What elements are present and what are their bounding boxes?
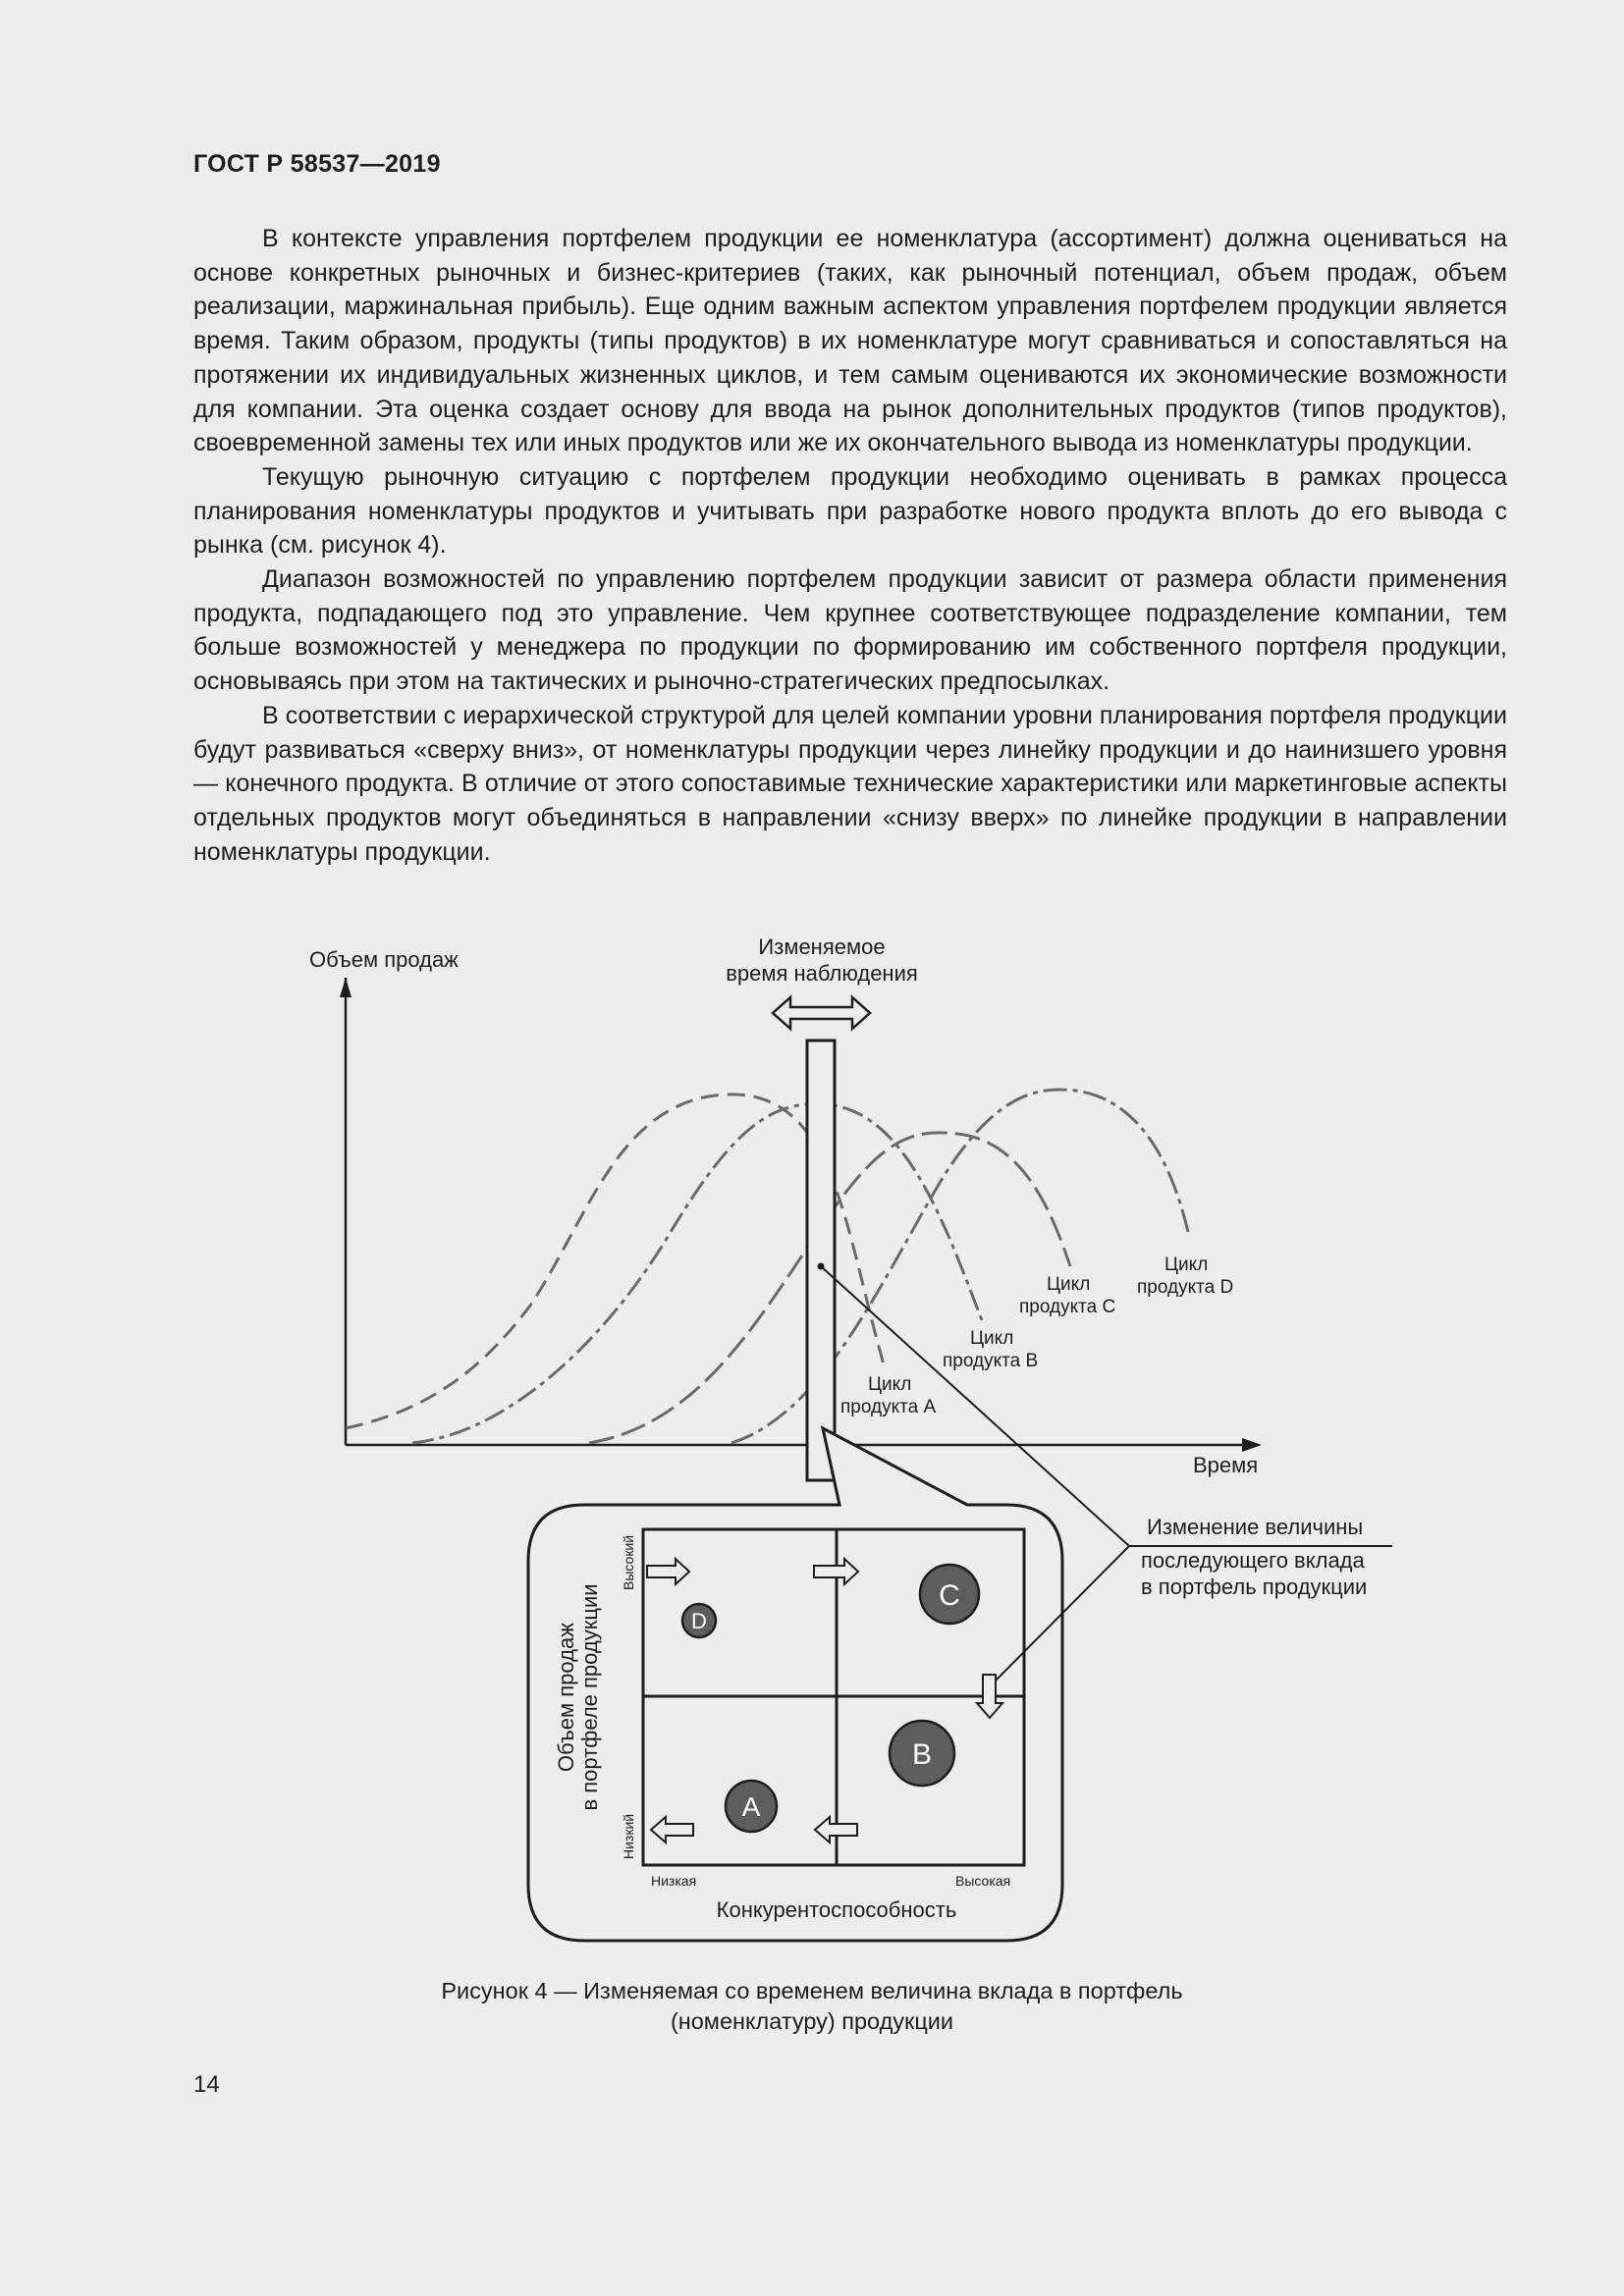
cycle-a-label-line2: продукта A xyxy=(840,1397,937,1417)
cycle-d-label-line2: продукта D xyxy=(1137,1277,1234,1298)
matrix-y-axis-label-line1: Объем продаж xyxy=(554,1623,578,1772)
cycle-curve-a xyxy=(346,1095,884,1428)
page-number: 14 xyxy=(193,2071,220,2098)
matrix-x-high-label: Высокая xyxy=(955,1873,1011,1889)
y-axis-arrowhead xyxy=(340,978,352,997)
double-arrow-icon xyxy=(773,997,870,1029)
paragraph: В соответствии с иерархической структурой для целей компании уровни планирования портфеля продукции будут развиваться «сверху вниз», от номенклатуры продукции через линейку продукции и до наинизшего уровня — конечного продукта. В отличие от этого сопоставимые технические характеристики или маркетинговые аспекты отдельных продуктов могут объединяться в направлении «снизу вверх» по линейке продукции в направлении номенклатуры продукции. xyxy=(193,701,1507,866)
paragraph: Диапазон возможностей по управлению портфелем продукции зависит от размера области применения продукта, подпадающего под это управление. Чем крупнее соответствующее подразделение компании, тем больше возможностей у менеджера по продукции по формированию им собственного портфеля продукции, основываясь при этом на тактических и рыночно-стратегических предпосылках. xyxy=(193,565,1507,696)
caption-line-2: (номенклатуру) продукции xyxy=(670,2008,954,2034)
document-standard-header: ГОСТ Р 58537—2019 xyxy=(193,150,441,178)
change-label-line3: в портфель продукции xyxy=(1141,1575,1368,1599)
window-label-line2: время наблюдения xyxy=(726,961,918,986)
caption-line-1: Рисунок 4 — Изменяемая со временем величина вклада в портфель xyxy=(441,1978,1183,2003)
matrix-y-high-label: Высокий xyxy=(621,1534,636,1590)
cycle-d-label-line1: Цикл xyxy=(1164,1255,1209,1275)
cycle-b-label-line1: Цикл xyxy=(970,1328,1014,1349)
y-axis-label: Объем продаж xyxy=(309,947,459,972)
x-axis-arrowhead xyxy=(1242,1438,1262,1452)
x-axis-label: Время xyxy=(1193,1453,1259,1477)
change-label-line1: Изменение величины xyxy=(1147,1515,1364,1539)
matrix-x-axis-label: Конкурентоспособность xyxy=(716,1897,957,1922)
cycle-c-label-line2: продукта C xyxy=(1019,1297,1116,1317)
change-label-line2: последующего вклада xyxy=(1141,1548,1365,1573)
figure-caption xyxy=(419,1976,1205,2037)
paragraph: Текущую рыночную ситуацию с портфелем продукции необходимо оценивать в рамках процесса планирования номенклатуры продуктов и учитывать при разработке нового продукта вплоть до его вывода с рынка (см. рисунок 4). xyxy=(193,462,1507,560)
matrix-x-low-label: Низкая xyxy=(651,1873,697,1889)
product-d-label: D xyxy=(691,1609,707,1633)
product-c-label: C xyxy=(939,1579,960,1612)
matrix-y-low-label: Низкий xyxy=(621,1813,636,1859)
matrix-y-axis-label-line2: в портфеле продукции xyxy=(577,1583,602,1811)
window-label-line1: Изменяемое xyxy=(758,934,886,959)
cycle-b-label-line2: продукта B xyxy=(943,1351,1039,1371)
observation-window-bar xyxy=(807,1041,835,1480)
paragraph: В контексте управления портфелем продукции ее номенклатура (ассортимент) должна оцениваться на основе конкретных рыночных и бизнес-критериев (таких, как рыночный потенциал, объем продаж, объем реализации, маржинальная прибыль). Еще одним важным аспектом управления портфелем продукции является время. Таким образом, продукты (типы продуктов) в их номенклатуре могут сравниваться и сопоставляться на протяжении их индивидуальных жизненных циклов, и тем самым оцениваются их экономические возможности для компании. Эта оценка создает основу для ввода на рынок дополнительных продуктов (типов продуктов), своевременной замены тех или иных продуктов или же их окончательного вывода из номенклатуры продукции. xyxy=(193,225,1507,457)
product-b-label: B xyxy=(911,1738,933,1771)
leader-dot xyxy=(818,1263,825,1270)
cycle-a-label-line1: Цикл xyxy=(868,1374,912,1395)
product-a-label: A xyxy=(741,1791,761,1822)
cycle-c-label-line1: Цикл xyxy=(1047,1274,1091,1295)
